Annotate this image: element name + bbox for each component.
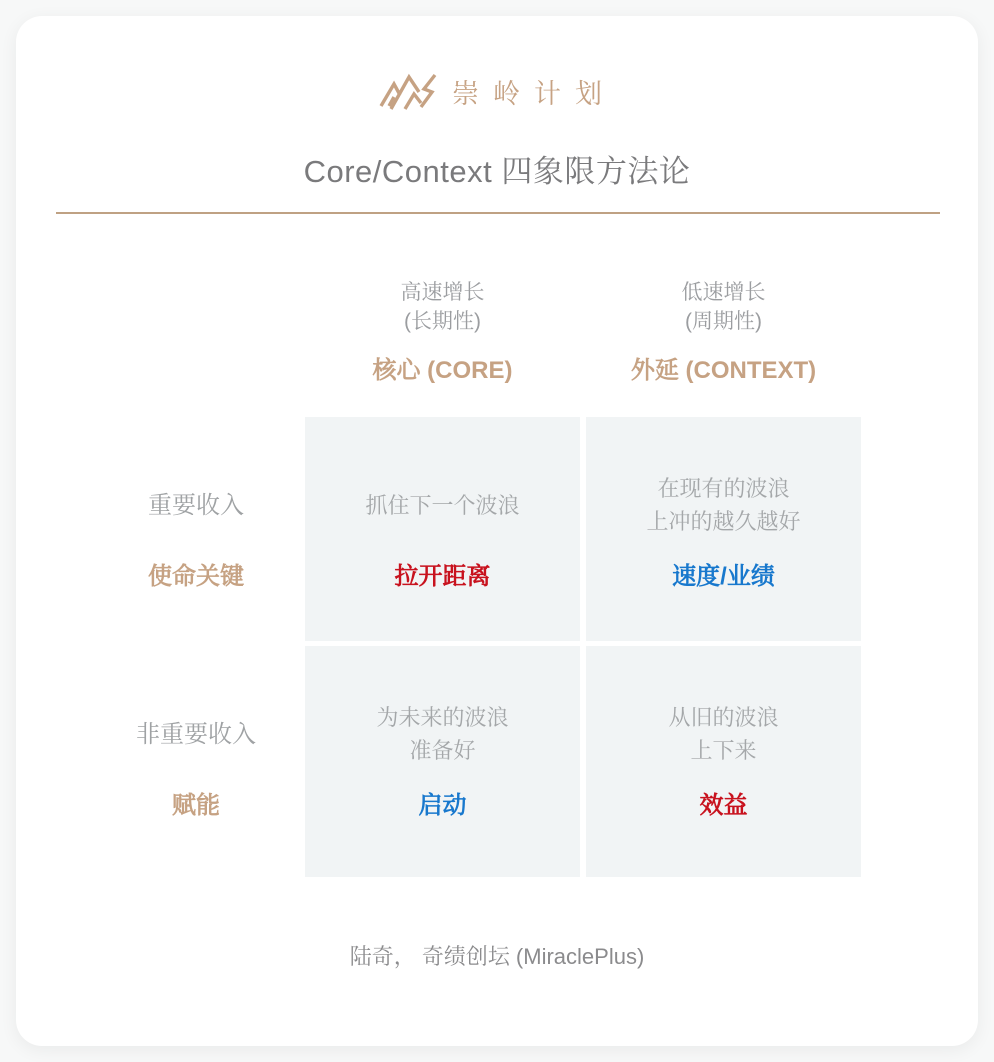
cell-keyword: 速度/业绩	[672, 563, 775, 590]
page-title: Core/Context 四象限方法论	[303, 154, 691, 189]
quadrant-cell-core-mission-critical	[305, 417, 580, 641]
column-subtitle: (周期性)	[685, 310, 762, 333]
cell-keyword: 启动	[418, 792, 467, 819]
brand-name: 崇岭计划	[452, 78, 616, 109]
mountain-peaks-icon	[378, 65, 438, 117]
row-header-non-important-revenue	[76, 646, 316, 877]
brand-logo	[16, 62, 978, 120]
column-label-core: 核心 (CORE)	[372, 357, 513, 384]
cell-description: 在现有的波浪	[657, 476, 790, 501]
column-header-core	[305, 278, 580, 386]
column-label-context: 外延 (CONTEXT)	[630, 357, 817, 384]
column-subtitle: 高速增长	[400, 281, 485, 304]
cell-keyword: 拉开距离	[394, 563, 491, 590]
cell-description: 上下来	[690, 738, 757, 763]
row-subtitle: 非重要收入	[136, 720, 256, 748]
row-label-mission-critical: 使命关键	[148, 563, 244, 590]
quadrant-cell-context-mission-critical	[586, 417, 861, 641]
cell-description: 从旧的波浪	[668, 705, 779, 730]
column-subtitle: 低速增长	[681, 281, 766, 304]
cell-description: 准备好	[409, 738, 476, 763]
cell-description: 抓住下一个波浪	[365, 492, 520, 518]
row-label-enabling: 赋能	[172, 792, 220, 819]
cell-description: 为未来的波浪	[376, 705, 509, 730]
quadrant-cell-core-enabling	[305, 646, 580, 877]
title-divider	[56, 212, 940, 214]
row-header-important-revenue	[76, 417, 316, 641]
cell-keyword: 效益	[699, 792, 748, 819]
quadrant-cell-context-enabling	[586, 646, 861, 877]
quadrant-grid	[16, 417, 978, 877]
column-header-context	[586, 278, 861, 386]
attribution-text: 陆奇， 奇绩创坛 (MiraclePlus)	[349, 944, 645, 969]
methodology-card	[16, 16, 978, 1046]
row-subtitle: 重要收入	[148, 491, 244, 519]
cell-description: 上冲的越久越好	[646, 509, 801, 534]
column-subtitle: (长期性)	[404, 310, 481, 333]
